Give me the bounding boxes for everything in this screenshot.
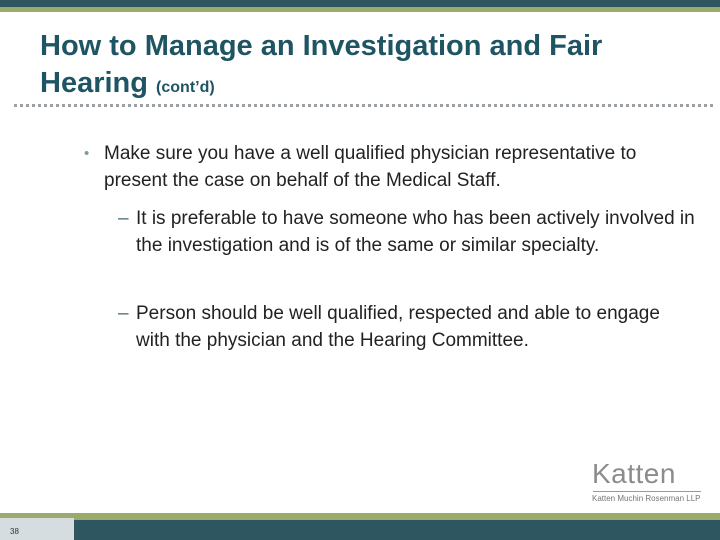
bullet-marker: •: [84, 145, 90, 162]
slide-title-main: How to Manage an Investigation and Fair Hearing: [40, 30, 603, 99]
sub-bullet-marker: –: [118, 303, 129, 324]
bottom-band-green: [0, 513, 720, 520]
bottom-band-dark: [0, 520, 720, 540]
bullet-text: Make sure you have a well qualified physician representative to present the case on behalf of the Medical Staff.: [104, 143, 637, 191]
top-band-green: [0, 7, 720, 12]
sub-bullet-marker: –: [118, 208, 129, 229]
bottom-band: [0, 513, 720, 540]
logo-wordmark: Katten: [592, 458, 676, 489]
logo-subtitle: Katten Muchin Rosenman LLP: [592, 494, 701, 503]
bullet-item: [84, 140, 704, 194]
slide-title: [40, 28, 680, 106]
sub-bullet-text: It is preferable to have someone who has been actively involved in the investigation and is of the same or similar specialty.: [136, 208, 695, 256]
slide-title-suffix: (cont’d): [156, 79, 215, 96]
title-divider: [14, 104, 713, 107]
page-number: 38: [10, 527, 19, 536]
sub-bullet-text: Person should be well qualified, respected and able to engage with the physician and the Hearing Committee.: [136, 303, 660, 351]
katten-logo: [592, 458, 704, 503]
sub-bullet-item: [118, 300, 698, 354]
sub-bullet-item: [118, 205, 698, 259]
logo-rule: [593, 491, 701, 492]
top-band-dark: [0, 0, 720, 7]
